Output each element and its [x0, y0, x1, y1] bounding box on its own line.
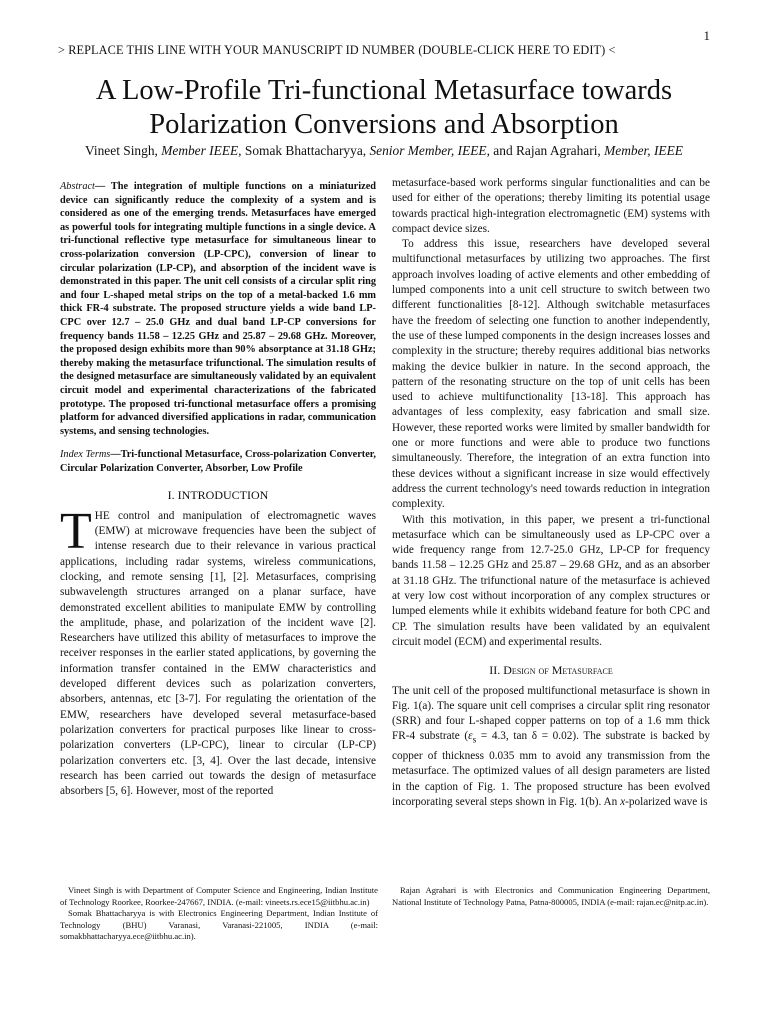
drop-cap: T	[60, 502, 92, 560]
intro-paragraph-1-text: HE control and manipulation of electromagnetic waves (EMW) at microwave frequencies have been the subject of intense research due to their relevance in various practical applications, including radar systems, wireless communications, clocking, and remote sensing [1], [2]. Metasurfaces, comprising subwavelength structures arranged on a planar surface, have demonstrated excellent abilities to manipulate EMW by controlling the amplitude, phase, and polarization of the incident wave [2]. Researchers have utilized this ability of metasurfaces to improve the receiver responses in the earlier stated applications, by governing the information transfer contained in the EMW characteristics and developed different devices such as polarization converters, absorbers, antennas, etc [3-7]. For regulating the orientation of the EMW, researchers have developed several metasurface-based polarization converters for practical purposes like linear to cross-polarization converters (LP-CPC), linear to circular (LP-CP) polarization converters etc. [3, 4]. Over the last decade, intensive research has been carried out towards the design of metasurface absorbers [5, 6]. However, most of the reported	[60, 509, 376, 798]
index-terms	[60, 448, 376, 475]
abstract	[60, 180, 376, 438]
abstract-label: Abstract	[60, 181, 95, 192]
page-number: 1	[703, 28, 710, 43]
index-terms-text: —Tri-functional Metasurface, Cross-polarization Converter, Circular Polarization Converter, Absorber, Low Profile	[60, 449, 376, 474]
intro-paragraph-1	[60, 502, 376, 800]
abstract-text: — The integration of multiple functions on a miniaturized device can significantly reduce the complexity of a system and is considered as one of the emerging trends. Metasurfaces have emerged as powerful tools for integrating multiple functions in a single device. A tri-functional reflective type metasurface for simultaneous linear to cross-polarization conversion (LP-CPC), conversion of linear to circular polarization (LP-CP), and absorption of the incident wave is demonstrated in this paper. The unit cell consists of a circular split ring and four L-shaped metal strips on the top of a metal-backed 1.6 mm thick FR-4 substrate. The proposed structure yields a wide band LP-CPC over 12.7 – 25.0 GHz and dual band LP-CP conversions for frequency bands 11.58 – 12.25 GHz and 25.87 – 29.68 GHz. Moreover, the proposed design exhibits more than 90% absorptance at 31.18 GHz; thereby making the metasurface trifunctional. The simulation results of the designed metasurface are simultaneously validated by an equivalent circuit model and experimental characterizations of the fabricated prototype. The proposed tri-functional metasurface offers a promising platform for advanced diversified applications in radar, communication systems, and sensing technologies.	[60, 181, 376, 437]
footnote-author-2: Somak Bhattacharyya is with Electronics Engineering Department, Indian Institute of Technology (BHU) Varanasi, Varanasi-221005, INDIA (e-mail: somakbhattacharyya.ece@iitbhu.ac.in).	[60, 908, 378, 942]
title-line-2: Polarization Conversions and Absorption	[149, 109, 619, 140]
index-terms-label: Index Terms	[60, 449, 111, 461]
footnote-left	[60, 885, 378, 943]
author-list	[40, 143, 728, 159]
permittivity-subscript: s	[472, 735, 477, 746]
intro-paragraph-3: With this motivation, in this paper, we present a tri-functional metasurface which can be simultaneously used as LP-CPC over a wide frequency range from 12.7-25.0 GHz, LP-CP for frequency bands 11.58 – 12.25 GHz and 25.87 – 29.68 GHz, and as an absorber at 31.18 GHz. The trifunctional nature of the metasurface is achieved at very low cost without incorporation of any complex structures or lumped elements while it exhibits wideband feature for both CPC and CP. The simulation results have been validated by an equivalent circuit model (ECM) and experimental results.	[392, 513, 710, 648]
intro-paragraph-2: To address this issue, researchers have developed several multifunctional metasurfaces by utilizing two approaches. The first approach involves loading of active elements and other embedding of lumped components into a unit cell structure to switch between two different functionalities [8-12]. Although switchable metasurfaces have the freedom of selecting one function to another independently, the use of these lumped components in the design increases losses and complexity in the structure; thereby requires additional bias networks making the device bulkier in nature. In the second approach, the pattern of the resonating structure on the top of unit cells has been used to achieve multifunctionality [13-18]. This approach has advantages of less complexity, easy fabrication and small size. However, these reported works were limited by smaller bandwidth for one or more functions and were able to produce two functions simultaneously. Therefore, the integration of an extra function into these devices without a significant increase in size would effectively address the current technology's need towards reduction in integration complexity.	[392, 238, 710, 511]
section-heading-design	[392, 663, 710, 678]
author-3-role: Member, IEEE	[604, 143, 683, 158]
permittivity-symbol: ε	[468, 730, 473, 743]
author-1-role: Member IEEE,	[161, 143, 245, 158]
section-heading-introduction: I. INTRODUCTION	[167, 488, 269, 503]
left-column	[60, 180, 376, 799]
footnote-author-3: Rajan Agrahari is with Electronics and Communication Engineering Department, National Institute of Technology Patna, Patna-800005, INDIA (e-mail: rajan.ec@nitp.ac.in).	[392, 885, 710, 907]
paper-title	[40, 74, 728, 142]
intro-paragraph-1-continued: metasurface-based work performs singular functionalities and can be used for either of the operations; thereby limiting its potential usage towards practical high-integration electromagnetic (EM) systems with compact device sizes.	[392, 177, 710, 235]
design-text-b: ). The substrate is backed by copper of thickness 0.035 mm to avoid any transmission from the metasurface. The optimized values of all design parameters are listed in the caption of Fig. 1. The proposed structure has been evolved incorporating several steps shown in Fig. 1(b). An	[392, 730, 711, 808]
author-2-role: Senior Member, IEEE	[369, 143, 487, 158]
author-1-name: Vineet Singh,	[85, 143, 162, 158]
section-2-title: Design of Metasurface	[503, 663, 613, 678]
manuscript-id-placeholder: > REPLACE THIS LINE WITH YOUR MANUSCRIPT ID NUMBER (DOUBLE-CLICK HERE TO EDIT) <	[58, 43, 616, 57]
substrate-parameters: = 4.3, tan δ = 0.02	[476, 730, 573, 743]
right-column	[392, 176, 710, 810]
design-text-c: -polarized wave is	[625, 795, 708, 808]
title-line-1: A Low-Profile Tri-functional Metasurface towards	[95, 75, 673, 106]
footnote-right	[392, 885, 710, 908]
design-text-a: The unit cell of the proposed multifunctional metasurface is shown in Fig. 1(a). The square unit cell comprises a circular split ring resonator (SRR) and four L-shaped copper patterns on top of a 1.6 mm thick FR-4 substrate (	[392, 684, 710, 743]
section-2-number: II.	[489, 663, 504, 678]
author-2-name: Somak Bhattacharyya,	[244, 143, 370, 158]
design-paragraph-1	[392, 684, 710, 811]
author-3-name: , and Rajan Agrahari,	[486, 143, 605, 158]
x-polarized-symbol: x	[620, 795, 626, 808]
footnote-author-1: Vineet Singh is with Department of Computer Science and Engineering, Indian Institute of Technology Roorkee, Roorkee-247667, INDIA. (e-mail: vineets.rs.ece15@iitbhu.ac.in)	[60, 885, 378, 907]
